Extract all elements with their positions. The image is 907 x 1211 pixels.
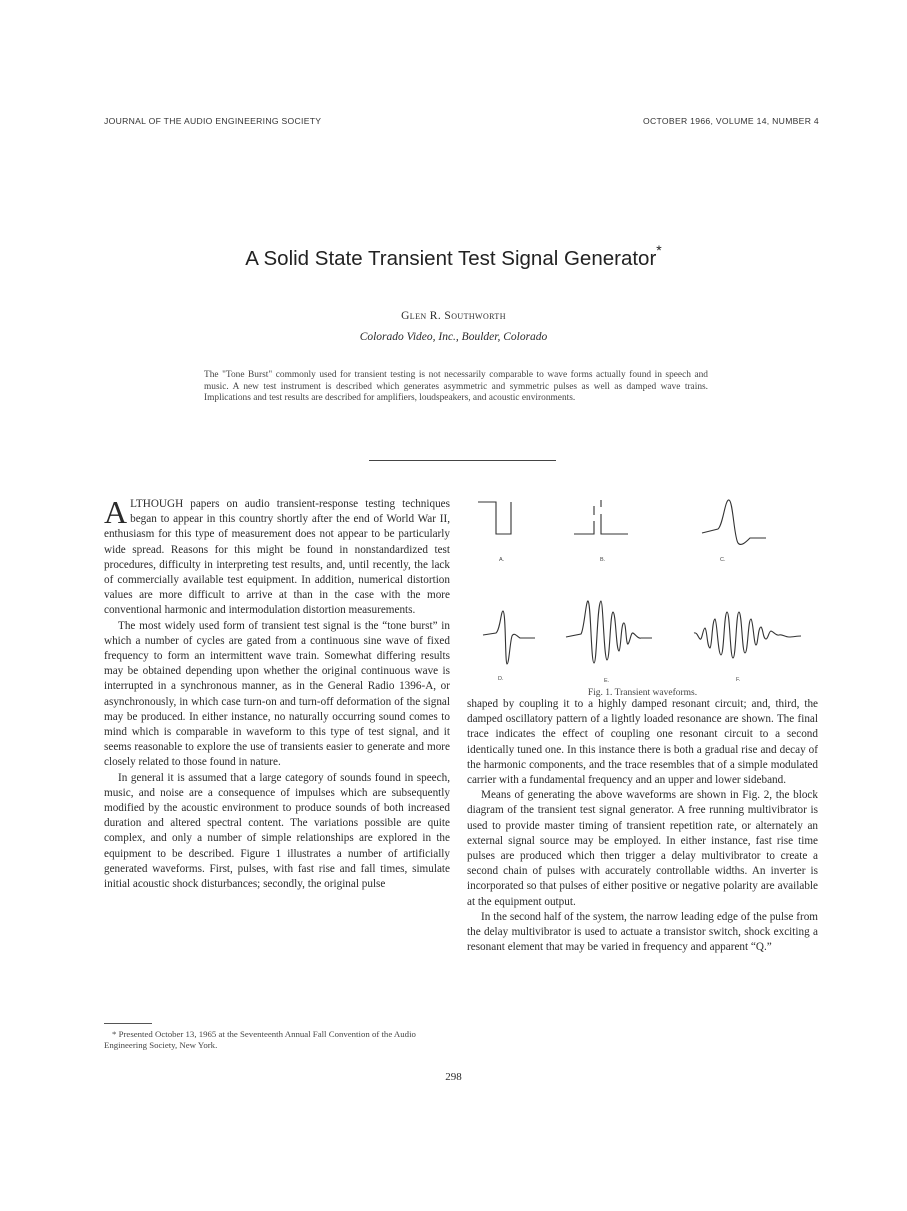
paragraph: The most widely used form of transient test signal is the “tone burst” in which a number of cycles are gated from a continuous sine wave of fixed frequency to form an intermittent wave train. Somewhat differing results may be obtained depending upon whether the original continuous wave is interrupted in a synchronous manner, as in the General Radio 1396-A, or asynchronously, in which case turn-on and turn-off deformation of the signal may be produced. In either instance, no naturally occurring sound comes to mind which is comparable in waveform to this type of test signal, and it seems reasonable to explore the use of transients easier to generate and more closely related to those found in nature. <box>104 619 450 769</box>
figure-label-b: B. <box>600 557 606 563</box>
paragraph: shaped by coupling it to a highly damped resonant circuit; and, third, the damped oscillatory pattern of a lightly loaded resonance are shown. The final trace indicates the effect of coupling one resonant circuit to a second identically tuned one. In this instance there is both a gradual rise and decay of the harmonic components, and the trace resembles that of a simple modulated carrier with a fundamental frequency and an upper and lower sideband. <box>467 698 818 787</box>
issue-header: OCTOBER 1966, VOLUME 14, NUMBER 4 <box>643 116 819 126</box>
paragraph <box>104 494 450 619</box>
footnote: * Presented October 13, 1965 at the Seventeenth Annual Fall Convention of the Audio Engineering Society, New York. <box>104 1029 416 1050</box>
paper-title-text: A Solid State Transient Test Signal Generator <box>245 246 657 270</box>
figure-caption: Fig. 1. Transient waveforms. <box>587 688 698 698</box>
paper-title <box>0 244 907 271</box>
figure-label-e: E. <box>604 678 610 684</box>
left-column <box>104 494 450 892</box>
right-column <box>467 697 818 955</box>
figure-label-c: C. <box>720 557 726 563</box>
title-footnote-mark: * <box>656 242 662 258</box>
paragraph: In general it is assumed that a large category of sounds found in speech, music, and noise are a consequence of impulses which are subsequently modified by the acoustic environment to produce sounds of both increased duration and altered spectral content. The variations possible are quite complex, and only a number of simple relationships are explored in the equipment to be described. Figure 1 illustrates a number of artificially generated waveforms. First, pulses, with fast rise and fall times, simulate initial acoustic shock disturbances; secondly, the original pulse <box>104 771 450 891</box>
figure-label-a: A. <box>499 557 505 563</box>
waveform-a <box>478 502 511 534</box>
drop-cap: A <box>104 494 128 530</box>
section-separator <box>369 460 556 461</box>
footnote-rule <box>104 1023 152 1024</box>
paragraph: In the second half of the system, the narrow leading edge of the pulse from the delay multivibrator is used to actuate a transistor switch, shock exciting a resonant element that may be varied in frequency and apparent “Q.” <box>467 910 818 954</box>
figure-label-d: D. <box>498 676 504 682</box>
paragraph: Means of generating the above waveforms are shown in Fig. 2, the block diagram of the transient test signal generator. A free running multivibrator is used to provide master timing of transient repetition rate, or alternately an external signal source may be employed. In either instance, fast rise time pulses are produced which then trigger a delay multivibrator to create a second chain of pulses with accurately controllable widths. An inverter is incorporated so that pulses of either positive or negative polarity are available at the equipment output. <box>467 789 818 908</box>
waveform-e <box>566 601 652 663</box>
paragraph-text: LTHOUGH papers on audio transient-response testing techniques began to appear in this country shortly after the end of World War II, enthusiasm for this type of measurement does not appear to be particularly wide spread. Reasons for this might be found in nonstandardized test procedures, difficulty in interpreting test results, and, until recently, the lack of commercially available test equipment. In addition, numerical distortion values are more difficult to arrive at than in the case with the more conventional harmonic and intermodulation distortion measurements. <box>104 498 450 617</box>
author-name: Glen R. Southworth <box>401 310 506 322</box>
waveform-b <box>574 500 628 534</box>
author-affiliation: Colorado Video, Inc., Boulder, Colorado <box>359 331 548 343</box>
page-number: 298 <box>445 1071 462 1083</box>
waveform-c <box>702 500 766 544</box>
figure-label-f: F. <box>736 677 741 683</box>
abstract: The "Tone Burst" commonly used for transient testing is not necessarily comparable to wave forms actually found in speech and music. A new test instrument is described which generates asymmetric and symmetric pulses as well as damped wave trains. Implications and test results are described for amplifiers, loudspeakers, and acoustic environments. <box>204 370 708 404</box>
waveform-d <box>483 611 535 664</box>
transient-waveforms-figure <box>470 487 820 692</box>
journal-header: JOURNAL OF THE AUDIO ENGINEERING SOCIETY <box>104 116 322 126</box>
waveform-f <box>694 612 801 658</box>
